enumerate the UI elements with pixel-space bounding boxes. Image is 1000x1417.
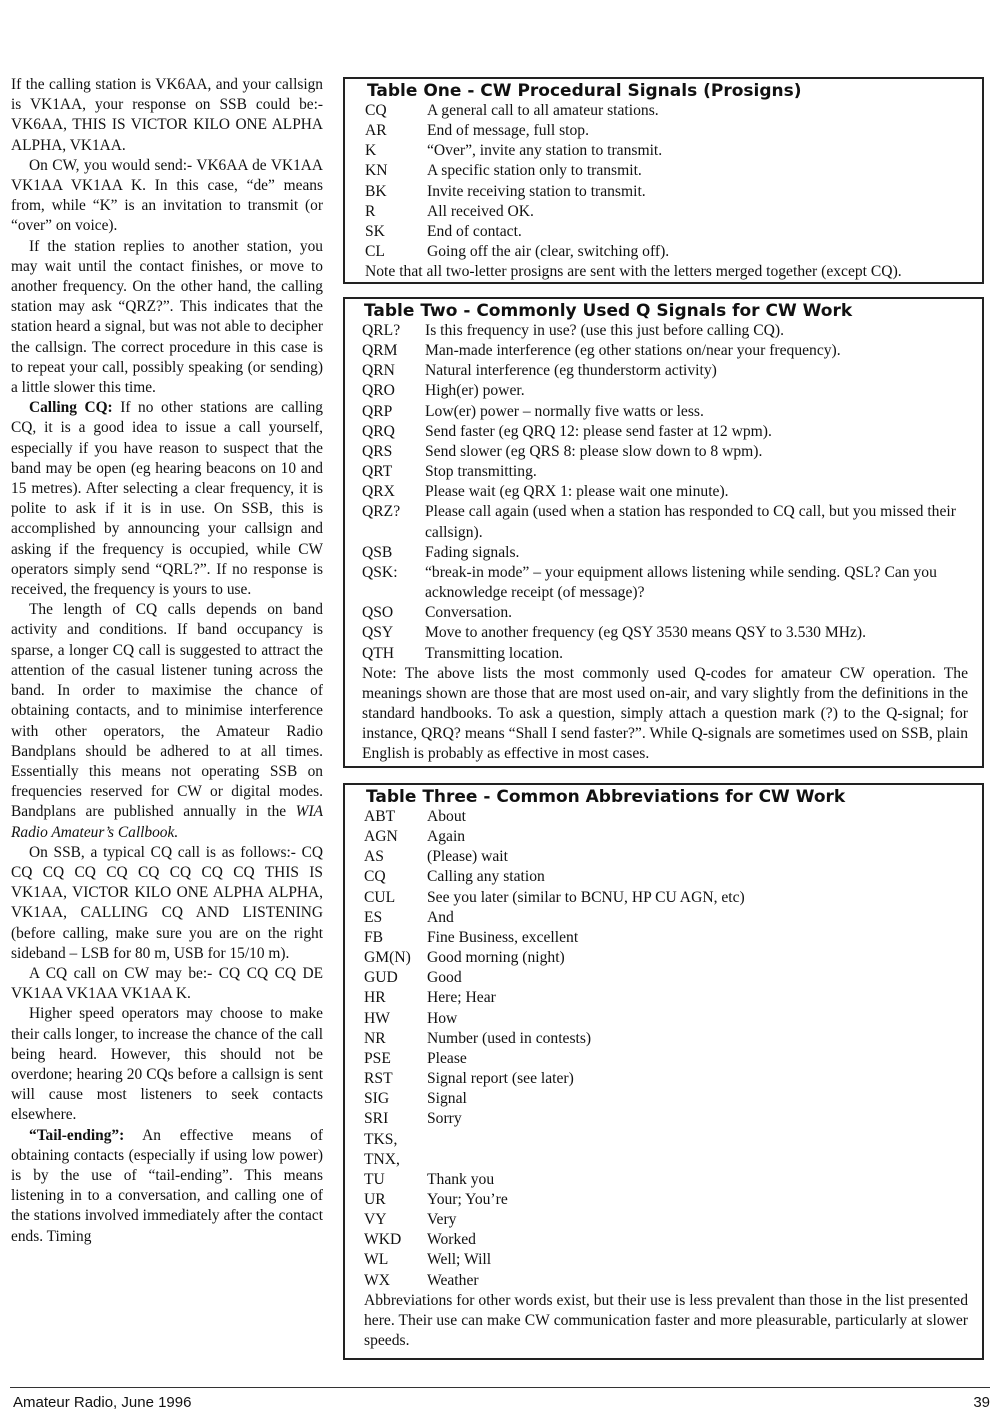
table-row [362,603,968,623]
row-meaning: End of contact. [427,222,522,240]
page-number: 39 [973,1394,990,1411]
table-row [364,847,968,867]
row-code: WL [364,1251,389,1269]
row-meaning: Signal [427,1090,467,1108]
row-code: QRZ? [362,503,401,521]
row-meaning: Good [427,969,462,987]
table-row [364,1109,968,1129]
article-paragraph [11,1126,323,1247]
table-title: Table Three - Common Abbreviations for CW Work [366,787,846,807]
row-meaning: Stop transmitting. [425,463,537,481]
row-code: QRO [362,382,395,400]
row-meaning: Again [427,828,466,846]
row-meaning: Send slower (eg QRS 8: please slow down to 8 wpm). [425,442,763,460]
table-row [364,827,968,847]
table-row [362,422,968,442]
table-row [362,563,968,603]
row-code: K [365,142,377,160]
table-row [364,1049,968,1069]
row-code: GM(N) [364,949,411,967]
row-code: RST [364,1070,393,1088]
table-one-prosigns [343,77,984,284]
row-code: ABT [364,808,396,825]
row-code: UR [364,1190,386,1208]
article-paragraph [11,600,323,842]
row-code: KN [365,162,388,180]
row-meaning: How [427,1009,458,1027]
row-meaning [427,1150,968,1170]
callbook-title: WIA Radio Amateur’s Callbook. [11,803,323,841]
table-rows [364,807,968,1291]
row-code: QSY [362,624,394,642]
row-code: QRM [362,342,398,360]
row-code: FB [364,928,384,946]
article-paragraph: If the calling station is VK6AA, and your callsign is VK1AA, your response on SSB could be:- VK6AA, THIS IS VICTOR KILO ONE ALPHA ALPHA, VK1AA. [11,76,323,154]
row-code: QSO [362,604,394,622]
row-meaning: A specific station only to transmit. [427,162,642,180]
row-code: WKD [364,1231,402,1249]
table-row [365,161,972,181]
row-meaning: Weather [427,1271,479,1289]
row-meaning: Invite receiving station to transmit. [427,182,646,200]
row-meaning: Transmitting location. [425,644,564,662]
section-heading-calling-cq: Calling CQ: [29,399,113,417]
row-meaning: Good morning (night) [427,949,565,967]
row-code: TNX, [364,1150,400,1168]
row-meaning: About [427,808,466,825]
row-code: ES [364,908,383,926]
row-meaning: End of message, full stop. [427,122,589,140]
row-meaning: Natural interference (eg thunderstorm activity) [425,362,717,380]
table-row [364,1130,968,1150]
row-meaning: Send faster (eg QRQ 12: please send faster at 12 wpm). [425,422,772,440]
row-code: TKS, [364,1130,398,1148]
row-meaning: Well; Will [427,1251,492,1269]
row-code: GUD [364,969,398,987]
row-meaning: All received OK. [427,202,534,220]
row-meaning: Please call again (used when a station has responded to CQ call, but you missed their callsign). [425,503,956,541]
row-code: AGN [364,828,398,846]
article-column [11,75,323,1247]
table-row [362,644,968,664]
row-meaning: Fine Business, excellent [427,928,579,946]
article-paragraph: On CW, you would send:- VK6AA de VK1AA VK1AA VK1AA K. In this case, “de” means from, while “K” is an invitation to transmit (or “over” on voice). [11,156,323,235]
row-meaning: Conversation. [425,604,513,622]
row-code: QRL? [362,322,401,339]
table-row [362,321,968,341]
table-note: Abbreviations for other words exist, but their use is less prevalent than those in the list presented here. Their use can make CW communication faster and more pleasurable, particularly at slower speeds. [364,1291,968,1350]
row-code: SK [365,222,385,240]
row-code: SIG [364,1090,390,1108]
row-code: QSB [362,543,393,561]
table-row [364,1271,968,1291]
table-row [364,928,968,948]
table-row [364,948,968,968]
row-meaning: Going off the air (clear, switching off). [427,243,670,261]
article-paragraph: On SSB, a typical CQ call is as follows:- CQ CQ CQ CQ CQ CQ CQ CQ CQ THIS IS VK1AA, VICTOR KILO ONE ALPHA ALPHA, VK1AA, CALLING CQ AND LISTENING (before calling, make sure you are on the right sideband – LSB for 80 m, USB for 15/10 m). [11,843,323,962]
row-meaning: Is this frequency in use? (use this just before calling CQ). [425,322,784,339]
table-row [362,381,968,401]
table-row [364,1230,968,1250]
row-code: PSE [364,1049,391,1067]
row-meaning: Low(er) power – normally five watts or less. [425,402,704,420]
publication-name: Amateur Radio, June 1996 [13,1394,192,1411]
table-row [362,543,968,563]
row-meaning: And [427,908,454,926]
paragraph-text: If no other stations are calling CQ, it is a good idea to issue a call yourself, especially if you have reason to suspect that the band may be open (eg hearing beacons on 10 and 15 metres). After selecting a clear frequency, it is polite to ask if it is in use. On SSB, this is accomplished by announcing your callsign and asking if the frequency is occupied, while CW operators simply send “QRL?”. If no response is received, the frequency is yours to use. [11,399,324,599]
row-meaning: Number (used in contests) [427,1029,592,1047]
table-row [364,1089,968,1109]
section-heading-tail-ending: “Tail-ending”: [29,1126,125,1144]
row-code: HW [364,1009,390,1027]
row-code: NR [364,1029,386,1047]
table-row [364,1210,968,1230]
row-code: CQ [365,102,387,119]
article-paragraph: Higher speed operators may choose to make their calls longer, to increase the chance of the call being heard. However, this should not be overdone; hearing 20 CQs before a callsign is sent will cause most listeners to seek contacts elsewhere. [11,1005,323,1124]
row-meaning: High(er) power. [425,382,525,400]
row-meaning: Please wait (eg QRX 1: please wait one minute). [425,483,729,501]
table-row [365,182,972,202]
article-paragraph [11,398,323,600]
row-meaning: (Please) wait [427,848,508,866]
row-code: TU [364,1170,385,1188]
paragraph-text: The length of CQ calls depends on band activity and conditions. If band occupancy is sparse, a longer CQ call is suggested to attract the attention of the casual listener tuning across the band. In order to maximise the chance of obtaining contacts, and to minimise interference with other operators, the Amateur Radio Bandplans should be adhered to at all times. Essentially this means not operating SSB on frequencies reserved for CW or digital modes. Bandplans are published annually in the [11,601,323,821]
article-paragraph: If the station replies to another station, you may wait until the contact finishes, or move to another frequency. On the other hand, the calling station may ask “QRZ?”. This indicates that the station heard a signal, but was not able to decipher the callsign. The correct procedure in this case is to repeat your call, possibly speaking (or sending) a little slower this time. [11,237,323,397]
table-title: Table Two - Commonly Used Q Signals for CW Work [364,301,853,321]
row-code: CUL [364,888,396,906]
table-row [364,1150,968,1170]
table-row [364,1170,968,1190]
row-meaning: Worked [427,1231,476,1249]
row-meaning: Move to another frequency (eg QSY 3530 means QSY to 3.530 MHz). [425,624,867,642]
row-meaning: Man-made interference (eg other stations on/near your frequency). [425,342,841,360]
table-rows [365,101,972,262]
row-meaning: Your; You’re [427,1190,508,1208]
row-meaning: See you later (similar to BCNU, HP CU AGN, etc) [427,888,745,906]
row-code: R [365,202,376,220]
row-code: AR [365,122,387,140]
row-meaning: Fading signals. [425,543,520,561]
table-three-abbreviations [343,783,984,1360]
table-row [365,101,972,121]
row-meaning [427,1130,968,1150]
row-code: AS [364,848,384,866]
row-code: QSK: [362,563,398,581]
row-meaning: “Over”, invite any station to transmit. [427,142,663,160]
table-row [364,988,968,1008]
table-row [362,482,968,502]
row-meaning: Very [427,1211,457,1229]
table-note: Note: The above lists the most commonly used Q-codes for amateur CW operation. The meanings shown are those that are most used on-air, and vary slightly from the definitions in the standard handbooks. To ask a question, simply attach a question mark (?) to the Q-signal; for instance, QRQ? means “Shall I send faster?”. While Q-signals are sometimes used on SSB, plain English is probably as effective in most cases. [362,664,968,763]
table-row [364,888,968,908]
table-row [364,1029,968,1049]
table-rows [362,321,968,664]
row-code: QRX [362,483,395,501]
row-code: QRT [362,463,393,481]
row-code: QRQ [362,422,395,440]
row-code: QRP [362,402,393,420]
row-code: CL [365,243,385,261]
table-row [364,1009,968,1029]
row-meaning: Sorry [427,1110,462,1128]
row-code: BK [365,182,387,200]
table-row [362,361,968,381]
table-row [365,202,972,222]
table-row [364,908,968,928]
table-row [365,222,972,242]
row-code: CQ [364,868,386,886]
table-title: Table One - CW Procedural Signals (Prosigns) [367,81,802,101]
table-row [364,1190,968,1210]
table-row [362,462,968,482]
row-meaning: Thank you [427,1170,495,1188]
row-meaning: Please [427,1049,467,1067]
table-two-q-signals [343,297,984,768]
table-row [364,867,968,887]
table-row [362,442,968,462]
row-meaning: A general call to all amateur stations. [427,102,659,119]
paragraph-text: An effective means of obtaining contacts (especially if using low power) is by the use of “tail-ending”. This means listening in to a conversation, and calling one of the stations involved immediately after the contact ends. Timing [11,1126,323,1245]
row-code: SRI [364,1110,389,1128]
row-meaning: Signal report (see later) [427,1070,574,1088]
table-row [362,341,968,361]
table-note: Note that all two-letter prosigns are sent with the letters merged together (except CQ). [365,263,902,281]
table-row [364,1069,968,1089]
row-code: QRS [362,442,393,460]
table-row [364,807,968,827]
table-row [362,402,968,422]
table-row [365,242,972,262]
table-row [362,623,968,643]
row-meaning: Here; Hear [427,989,496,1007]
row-meaning: Calling any station [427,868,545,886]
table-row [365,121,972,141]
row-code: QTH [362,644,395,662]
table-row [364,1250,968,1270]
table-row [365,141,972,161]
row-code: QRN [362,362,395,380]
row-meaning: “break-in mode” – your equipment allows listening while sending. QSL? Can you acknowledge receipt (of message)? [425,563,937,602]
page-footer [10,1387,990,1411]
row-code: HR [364,989,386,1007]
table-row [364,968,968,988]
row-code: VY [364,1211,387,1229]
row-code: WX [364,1271,390,1289]
table-row [362,502,968,542]
article-paragraph: A CQ call on CW may be:- CQ CQ CQ DE VK1AA VK1AA VK1AA K. [11,964,323,1003]
